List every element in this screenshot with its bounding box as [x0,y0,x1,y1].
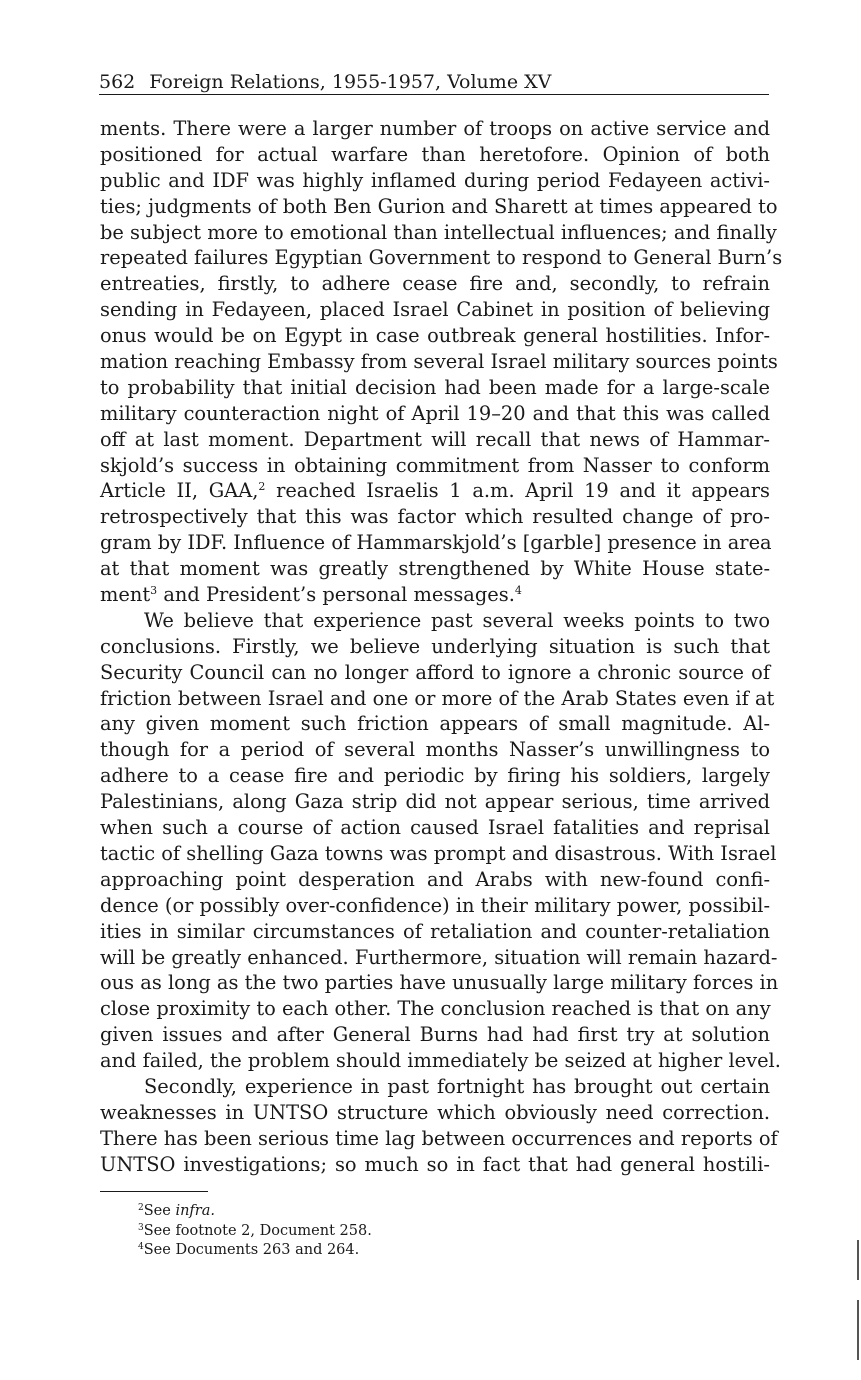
line-segment: and President’s personal messages. [157,583,515,607]
text-line: mation reaching Embassy from several Israel military sources points [100,350,778,374]
scan-edge-mark [857,1240,859,1280]
footnote-text: See Documents 263 and 264. [143,1242,360,1259]
text-line: sending in Fedayeen, placed Israel Cabinet in position of believing [100,298,770,322]
text-line: dence (or possibly over-confidence) in their military power, possibil- [100,893,770,917]
text-line: skjold’s success in obtaining commitment from Nasser to conform [100,453,770,477]
footnote-number: 3 [138,1222,144,1233]
text-line: weaknesses in UNTSO structure which obviously need correction. [100,1100,770,1124]
text-line: friction between Israel and one or more of the Arab States even if at [100,686,775,710]
text-line: military counteraction night of April 19–20 and that this was called [100,401,770,425]
text-line: be subject more to emotional than intellectual influences; and finally [100,220,777,244]
text-line: public and IDF was highly inflamed during period Fedayeen activi- [100,168,770,192]
text-line: retrospectively that this was factor which resulted change of pro- [100,505,770,529]
line-segment: reached Israelis 1 a.m. April 19 and it appears [265,479,770,503]
text-line: entreaties, firstly, to adhere cease fire and, secondly, to refrain [100,272,770,296]
text-line: given issues and after General Burns had had first try at solution [100,1023,770,1047]
text-line: off at last moment. Department will recall that news of Hammar- [100,427,770,451]
scan-edge-mark [857,1300,859,1360]
page-number: 562 [99,71,136,93]
line-segment: Article II, GAA, [100,479,259,503]
running-title: Foreign Relations, 1955-1957, Volume XV [149,71,552,93]
text-line: and failed, the problem should immediately be seized at higher level. [100,1049,781,1073]
footnote-italic: infra. [175,1203,215,1219]
text-line: close proximity to each other. The conclusion reached is that on any [100,997,771,1021]
text-line: ous as long as the two parties have unusually large military forces in [100,971,779,995]
text-line: ties; judgments of both Ben Gurion and Sharett at times appeared to [100,194,778,218]
footnote-ref[interactable]: 3 [150,584,158,598]
text-line: ments. There were a larger number of troops on active service and [100,117,770,140]
text-line: adhere to a cease fire and periodic by firing his soldiers, largely [100,764,770,788]
footnote-divider [100,1191,208,1192]
footnote [138,1202,758,1222]
text-line: conclusions. Firstly, we believe underlying situation is such that [100,634,770,658]
running-header [99,70,769,95]
text-line: We believe that experience past several weeks points to two [144,608,770,632]
text-line: onus would be on Egypt in case outbreak general hostilities. Infor- [100,324,770,348]
text-line: There has been serious time lag between occurrences and reports of [100,1126,778,1150]
text-line: positioned for actual warfare than heretofore. Opinion of both [100,142,770,166]
text-line: Security Council can no longer afford to ignore a chronic source of [100,660,770,684]
footnote-text: See [143,1203,176,1219]
text-line: repeated failures Egyptian Government to respond to General Burn’s [100,246,783,270]
text-line: Secondly, experience in past fortnight has brought out certain [144,1074,770,1098]
footnote [138,1222,758,1242]
text-line [100,478,770,504]
footnotes [138,1202,758,1261]
text-line: will be greatly enhanced. Furthermore, situation will remain hazard- [100,945,778,969]
text-line: ities in similar circumstances of retaliation and counter-retaliation [100,919,770,943]
footnote-ref[interactable]: 4 [514,584,522,598]
footnote-text: See footnote 2, Document 258. [143,1222,372,1239]
text-line: at that moment was greatly strengthened by White House state- [100,557,770,581]
text-line: gram by IDF. Influence of Hammarskjold’s [garble] presence in area [100,531,772,555]
text-line [100,582,770,608]
line-segment: ment [100,583,151,607]
footnote-number: 4 [138,1242,144,1253]
footnote-number: 2 [138,1203,144,1213]
text-line: though for a period of several months Nasser’s unwillingness to [100,738,770,762]
text-line: when such a course of action caused Israel fatalities and reprisal [100,816,770,840]
text-line: approaching point desperation and Arabs with new-found confi- [100,867,770,891]
text-line: any given moment such friction appears of small magnitude. Al- [100,712,770,736]
text-line: tactic of shelling Gaza towns was prompt and disastrous. With Israel [100,841,777,865]
text-line: UNTSO investigations; so much so in fact that had general hostili- [100,1152,770,1176]
text-line: Palestinians, along Gaza strip did not appear serious, time arrived [100,790,770,814]
body-text [100,116,783,1178]
text-line: to probability that initial decision had been made for a large-scale [100,375,770,399]
footnote-ref[interactable]: 2 [258,480,266,494]
footnote [138,1241,758,1261]
